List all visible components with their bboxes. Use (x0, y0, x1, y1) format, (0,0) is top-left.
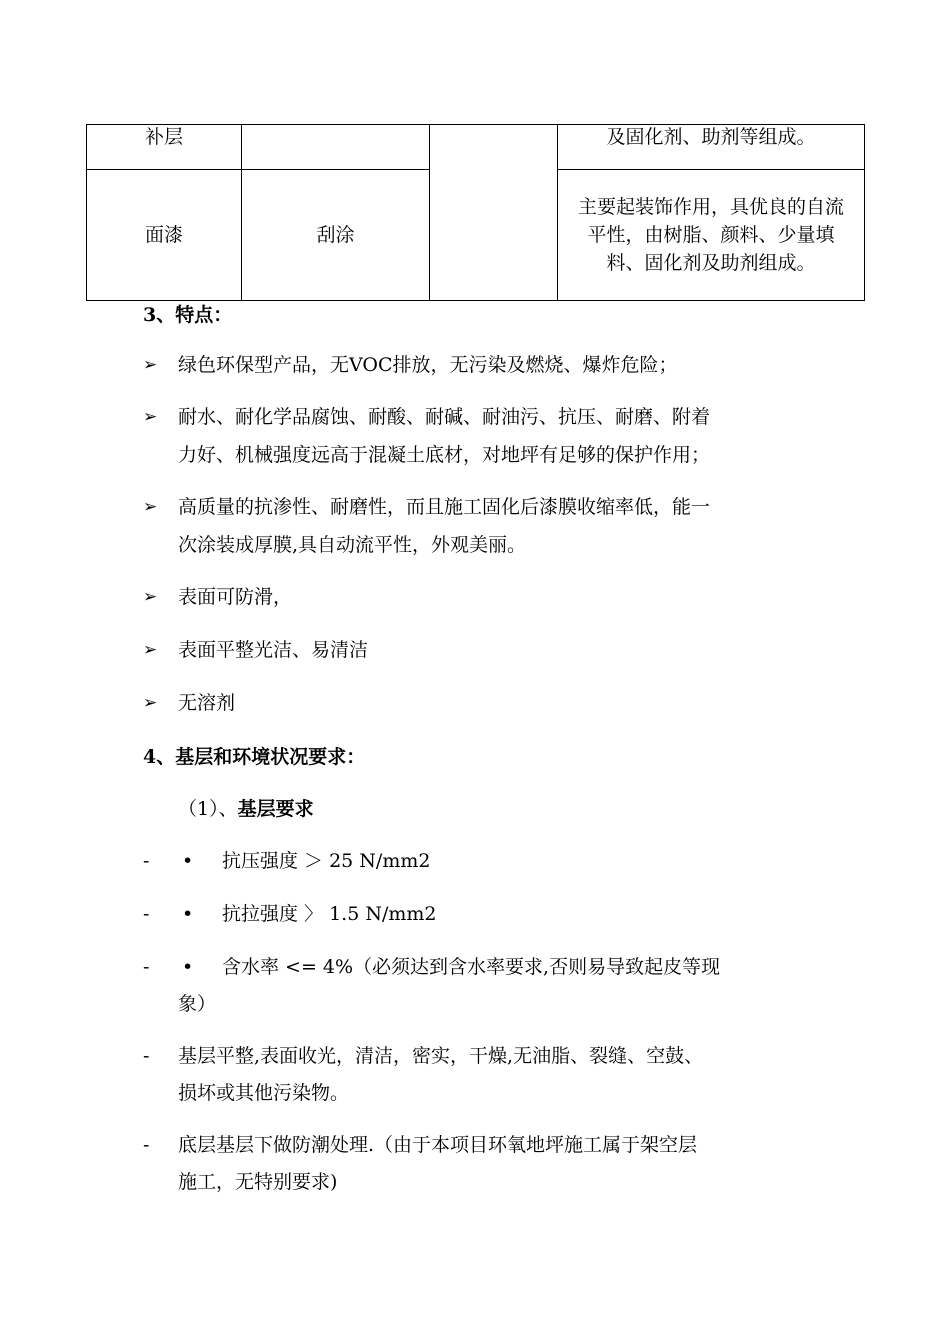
table-cell: 主要起装饰作用，具优良的自流平性，由树脂、颜料、少量填料、固化剂及助剂组成。 (558, 170, 865, 301)
requirement-item: 含水率 <= 4%（必须达到含水率要求,否则易导致起皮等现 (222, 956, 721, 978)
bullet-arrow-icon: ➢ (143, 355, 158, 375)
subsection-heading (178, 790, 314, 828)
table-cell: 及固化剂、助剂等组成。 (558, 125, 865, 170)
list-item: 高质量的抗渗性、耐磨性，而且施工固化后漆膜收缩率低，能一 (178, 496, 711, 518)
requirement-item: 抗压强度 ＞ 25 N/mm2 (222, 850, 431, 872)
list-item: 无溶剂 (178, 692, 236, 714)
table-cell: 刮涂 (242, 170, 430, 301)
spec-table (86, 124, 865, 301)
dash-marker: - (143, 850, 150, 872)
bullet-arrow-icon: ➢ (143, 693, 158, 713)
requirement-item-continued: 施工，无特别要求) (178, 1171, 338, 1193)
list-item-continued: 力好、机械强度远高于混凝土底材，对地坪有足够的保护作用； (178, 444, 711, 466)
subsection-number: （1）、 (178, 798, 238, 820)
dash-marker: - (143, 1045, 150, 1067)
table-cell (242, 125, 430, 170)
section-heading: 4、基层和环境状况要求： (143, 746, 366, 768)
requirement-item-continued: 损坏或其他污染物。 (178, 1082, 350, 1104)
bullet-arrow-icon: ➢ (143, 640, 158, 660)
requirement-item-continued: 象） (178, 993, 217, 1015)
dash-marker: - (143, 1134, 150, 1156)
dash-marker: - (143, 903, 150, 925)
bullet-dot-icon: • (182, 903, 194, 925)
bullet-arrow-icon: ➢ (143, 587, 158, 607)
subsection-title: 基层要求 (237, 798, 314, 820)
bullet-arrow-icon: ➢ (143, 497, 158, 517)
requirement-item: 基层平整,表面收光，清洁，密实，干燥,无油脂、裂缝、空鼓、 (178, 1045, 704, 1067)
dash-marker: - (143, 956, 150, 978)
requirement-item: 底层基层下做防潮处理.（由于本项目环氧地坪施工属于架空层 (178, 1134, 698, 1156)
table-row (87, 125, 865, 170)
section-heading: 3、特点： (143, 304, 233, 326)
list-item: 绿色环保型产品，无VOC排放，无污染及燃烧、爆炸危险； (178, 354, 678, 376)
list-item: 耐水、耐化学品腐蚀、耐酸、耐碱、耐油污、抗压、耐磨、附着 (178, 406, 711, 428)
list-item: 表面平整光洁、易清洁 (178, 639, 369, 661)
table-cell: 补层 (87, 125, 242, 170)
list-item: 表面可防滑， (178, 586, 293, 608)
requirement-item: 抗拉强度 〉 1.5 N/mm2 (222, 903, 437, 925)
table-cell (430, 125, 558, 301)
bullet-dot-icon: • (182, 956, 194, 978)
bullet-dot-icon: • (182, 850, 194, 872)
bullet-arrow-icon: ➢ (143, 407, 158, 427)
table-cell: 面漆 (87, 170, 242, 301)
list-item-continued: 次涂装成厚膜,具自动流平性，外观美丽。 (178, 534, 527, 556)
